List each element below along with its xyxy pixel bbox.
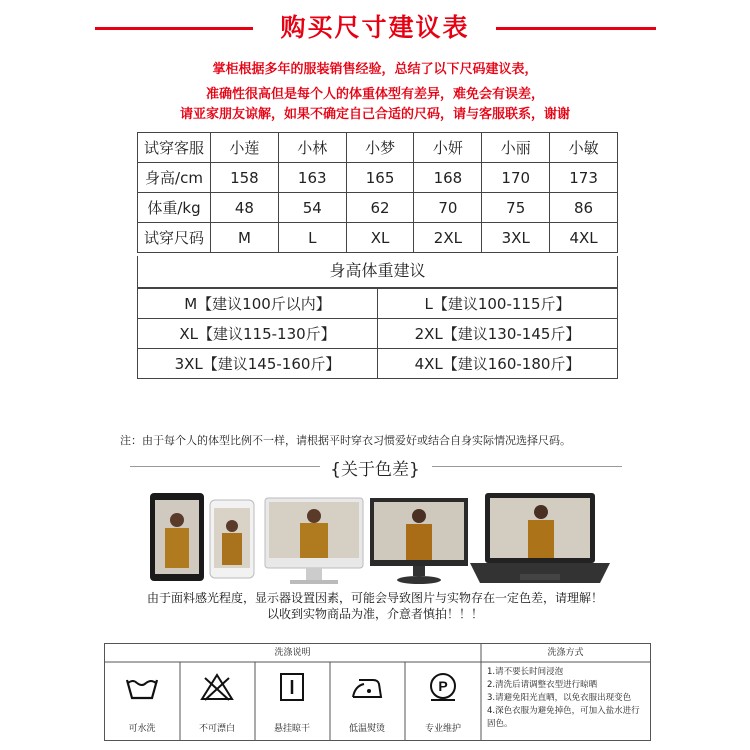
table-cell: 小妍 (414, 133, 482, 163)
no-bleach-icon (199, 672, 235, 702)
phone-large (150, 493, 204, 581)
low-iron-icon (349, 672, 385, 702)
table-cell: 小丽 (482, 133, 550, 163)
wash-method-item: 1.请不要长时间浸泡 (487, 667, 564, 677)
laptop (470, 493, 610, 583)
intro-line-3: 请亚家朋友谅解，如果不确定自己合适的尺码，请与客服联系，谢谢 (179, 107, 570, 122)
table-cell: 4XL【建议160-180斤】 (378, 349, 618, 379)
desktop-monitor (265, 498, 363, 584)
wash-method-title: 洗涤方式 (547, 648, 584, 658)
table-cell: M【建议100斤以内】 (138, 289, 378, 319)
table-cell: 62 (346, 193, 414, 223)
table-cell: 163 (278, 163, 346, 193)
wash-method-item: 4.深色衣服为避免掉色，可加入盐水进行固色。 (487, 706, 640, 729)
table-cell: 158 (211, 163, 279, 193)
table-cell: 4XL (550, 223, 618, 253)
svg-text:P: P (438, 678, 448, 694)
wash-instructions-title: 洗涤说明 (274, 648, 311, 658)
advice-table (137, 288, 618, 379)
table-cell: 身高/cm (138, 163, 211, 193)
table-cell: XL (346, 223, 414, 253)
table-cell: 48 (211, 193, 279, 223)
table-cell: 75 (482, 193, 550, 223)
table-cell: 168 (414, 163, 482, 193)
wash-label: 可水洗 (128, 724, 156, 734)
table-row (138, 163, 618, 193)
table-cell: 小莲 (211, 133, 279, 163)
color-diff-line-2: 以收到实物商品为准，介意者慎拍！！！ (266, 607, 483, 621)
table-cell: 3XL【建议145-160斤】 (138, 349, 378, 379)
table-cell: M (211, 223, 279, 253)
table-cell: 小林 (278, 133, 346, 163)
table-cell: 小敏 (550, 133, 618, 163)
table-row (138, 349, 618, 379)
table-cell: 70 (414, 193, 482, 223)
table-cell: 2XL【建议130-145斤】 (378, 319, 618, 349)
table-cell: XL【建议115-130斤】 (138, 319, 378, 349)
color-diff-line-1: 由于面料感光程度，显示器设置因素，可能会导致图片与实物存在一定色差，请理解！ (146, 591, 603, 605)
washable-icon (124, 672, 160, 702)
table-cell: 体重/kg (138, 193, 211, 223)
wash-cell-low-iron (337, 662, 397, 740)
table-row (138, 289, 618, 319)
table-row (138, 223, 618, 253)
wash-method-item: 2.清洗后请调整衣型进行晾晒 (487, 680, 598, 690)
intro-line-2: 准确性很高但是每个人的体重体型有差异，难免会有误差， (205, 87, 544, 102)
table-cell: 2XL (414, 223, 482, 253)
table-cell: 小梦 (346, 133, 414, 163)
advice-title: 身高体重建议 (137, 256, 618, 288)
wash-cell-no-bleach (187, 662, 247, 740)
wash-label: 低温熨烫 (348, 724, 385, 734)
table-row (138, 319, 618, 349)
phone-small (210, 500, 254, 578)
device-illustration (130, 488, 620, 598)
table-cell: 170 (482, 163, 550, 193)
lcd-monitor (370, 498, 468, 584)
intro-line-1: 掌柜根据多年的服装销售经验，总结了以下尺码建议表， (212, 62, 538, 77)
table-cell: 试穿客服 (138, 133, 211, 163)
wash-label: 专业维护 (424, 724, 461, 734)
wash-label: 不可漂白 (198, 724, 235, 734)
wash-method-item: 3.请避免阳光直晒，以免衣服出现变色 (487, 693, 632, 703)
size-table (137, 132, 618, 253)
wash-cell-hang-dry (262, 662, 322, 740)
wash-method-list (487, 666, 647, 731)
page-title: 购买尺寸建议表 (280, 13, 470, 42)
professional-care-icon (425, 672, 461, 702)
wash-cell-professional (413, 662, 473, 740)
hang-dry-icon (274, 672, 310, 702)
table-cell: 86 (550, 193, 618, 223)
table-cell: L (278, 223, 346, 253)
table-cell: 54 (278, 193, 346, 223)
color-diff-title: {关于色差} (330, 460, 420, 480)
wash-label: 悬挂晾干 (273, 724, 310, 734)
size-note: 注：由于每个人的体型比例不一样，请根据平时穿衣习惯爱好或结合自身实际情况选择尺码。 (120, 434, 571, 447)
table-cell: L【建议100-115斤】 (378, 289, 618, 319)
wash-box (104, 643, 651, 741)
table-row (138, 133, 618, 163)
wash-cell-washable (112, 662, 172, 740)
table-cell: 173 (550, 163, 618, 193)
table-row (138, 193, 618, 223)
table-cell: 试穿尺码 (138, 223, 211, 253)
table-cell: 3XL (482, 223, 550, 253)
table-cell: 165 (346, 163, 414, 193)
